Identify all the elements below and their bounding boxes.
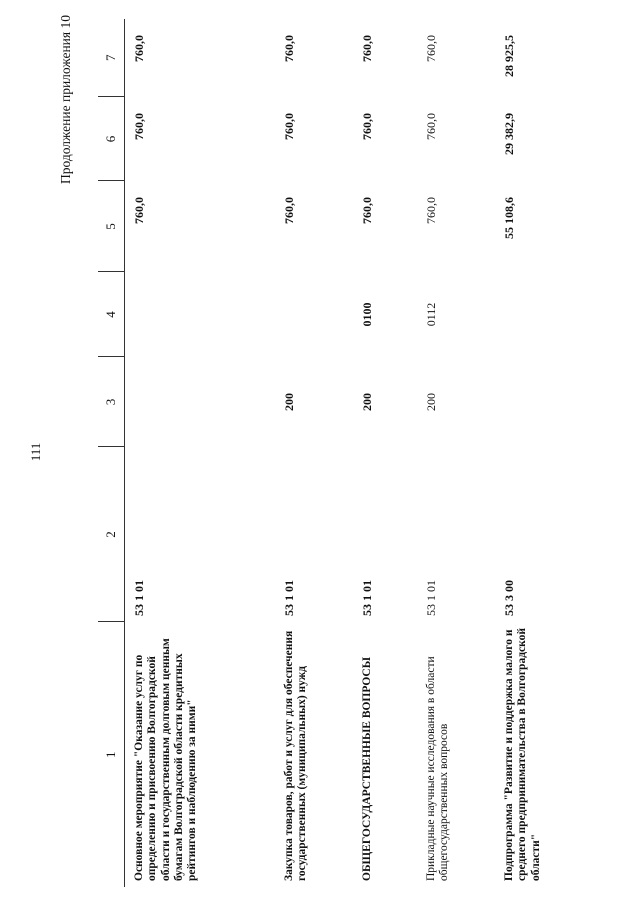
table-row	[495, 19, 603, 887]
row-col5: 760,0	[360, 197, 374, 224]
row-col3: 200	[282, 393, 296, 411]
row-col5: 760,0	[132, 197, 146, 224]
table-header-row	[98, 19, 125, 887]
budget-table	[98, 19, 603, 887]
appendix-continuation-note: Продолжение приложения 10	[58, 15, 73, 185]
table-row	[417, 19, 495, 887]
row-code: 53 1 01	[282, 580, 296, 616]
row-col4: 0100	[360, 302, 374, 327]
row-col4	[275, 272, 353, 357]
row-name: Подпрограмма "Развитие и поддержка малого и среднего предпринимательства в Волгоградской области"	[503, 628, 542, 881]
table-row	[125, 19, 276, 887]
row-col5: 55 108,6	[502, 197, 516, 239]
row-col5: 760,0	[424, 197, 438, 224]
row-col6: 29 382,9	[502, 113, 516, 155]
row-col7: 760,0	[424, 35, 438, 62]
column-header: 6	[98, 97, 125, 181]
row-code: 53 3 00	[502, 580, 516, 616]
table-row	[275, 19, 353, 887]
column-header: 5	[98, 181, 125, 272]
row-col7: 28 925,5	[502, 35, 516, 77]
column-header: 4	[98, 272, 125, 357]
row-col5: 760,0	[282, 197, 296, 224]
row-col4: 0112	[424, 302, 438, 327]
row-name: Основное мероприятие "Оказание услуг по определению и присвоению Волгоградской области и государственным долговым ценным бумагам Волгоградской области кредитных рейтингов и наблюдению за ними"	[133, 638, 199, 881]
row-col3: 200	[424, 393, 438, 411]
page-number: 111	[28, 442, 43, 462]
row-name: Закупка товаров, работ и услуг для обеспечения государственных (муниципальных) нужд	[283, 630, 309, 881]
column-header: 7	[98, 19, 125, 97]
row-code: 53 1 01	[424, 580, 438, 616]
row-col6: 760,0	[132, 113, 146, 140]
table-row	[353, 19, 417, 887]
column-header: 3	[98, 357, 125, 447]
row-col7: 760,0	[282, 35, 296, 62]
row-name: ОБЩЕГОСУДАРСТВЕННЫЕ ВОПРОСЫ	[361, 656, 373, 881]
row-col3	[125, 357, 276, 447]
column-header: 2	[98, 447, 125, 622]
row-col7: 760,0	[132, 35, 146, 62]
row-col6: 760,0	[360, 113, 374, 140]
row-name: Прикладные научные исследования в области общегосударственных вопросов	[425, 656, 451, 881]
row-code: 53 1 01	[360, 580, 374, 616]
row-code: 53 1 01	[132, 580, 146, 616]
row-col3: 200	[360, 393, 374, 411]
row-col7: 760,0	[360, 35, 374, 62]
row-col6: 760,0	[424, 113, 438, 140]
column-header: 1	[98, 622, 125, 887]
row-col6: 760,0	[282, 113, 296, 140]
row-col4	[495, 272, 603, 357]
row-col3	[495, 357, 603, 447]
row-col4	[125, 272, 276, 357]
